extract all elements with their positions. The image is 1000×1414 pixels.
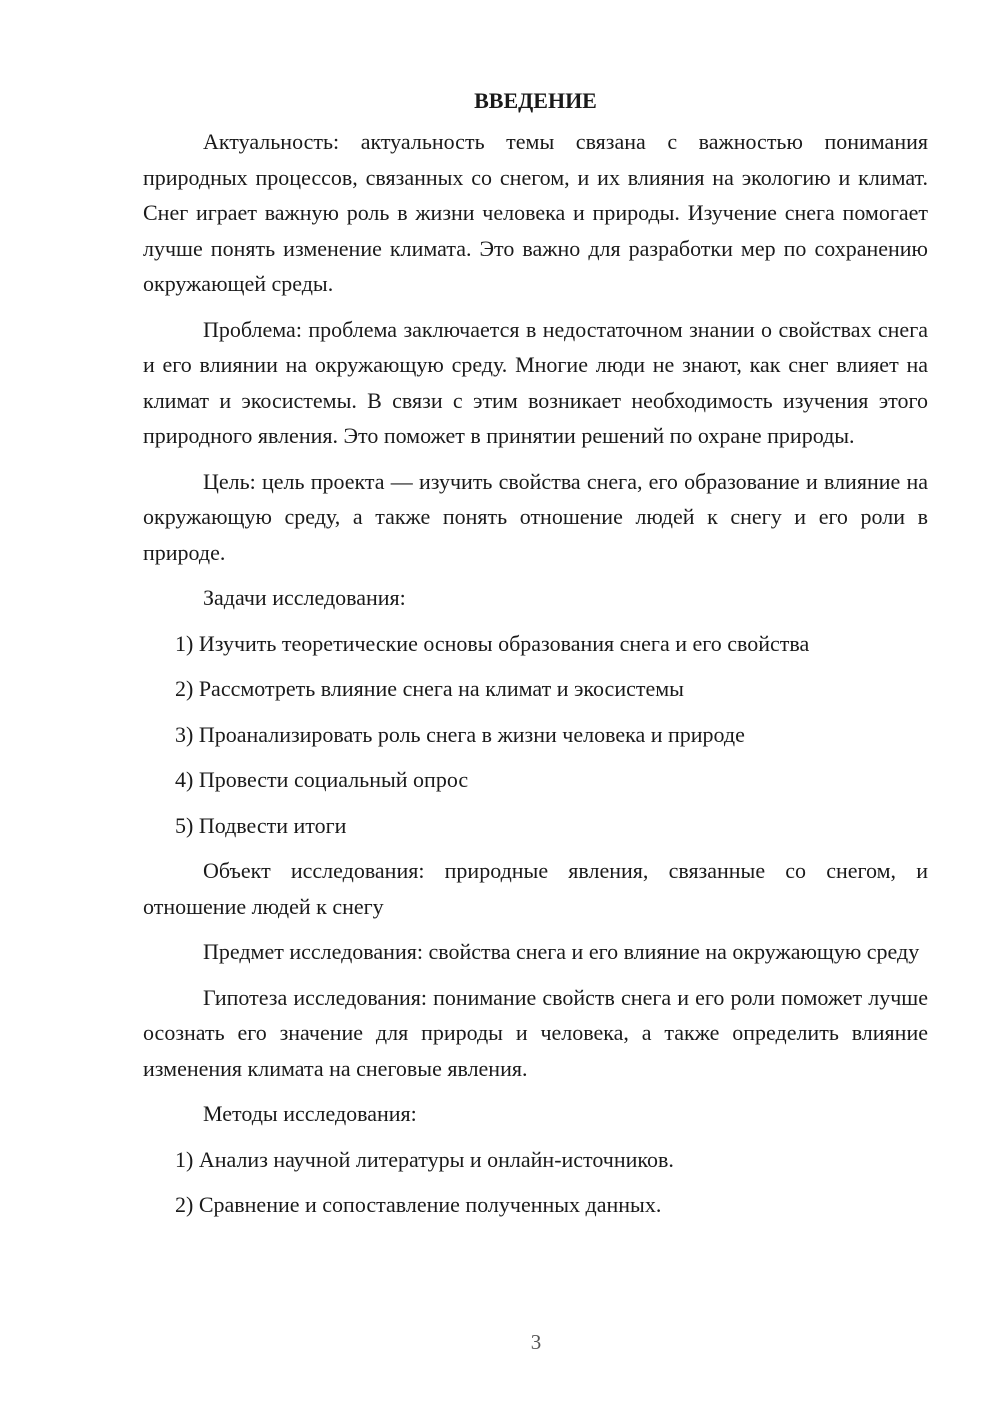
paragraph-problem: Проблема: проблема заключается в недостаточном знании о свойствах снега и его влиянии на окружающую среду. Многие люди не знают, как снег влияет на климат и экосистемы. В связи с этим возникает необходимость изучения этого природного явления. Это поможет в принятии решений по охране природы. [143, 316, 928, 448]
section-title: ВВЕДЕНИЕ [474, 88, 597, 113]
task-item-3: 3) Проанализировать роль снега в жизни человека и природе [175, 721, 745, 747]
paragraph-object: Объект исследования: природные явления, связанные со снегом, и отношение людей к снегу [143, 858, 928, 919]
task-item-5: 5) Подвести итоги [175, 812, 347, 838]
method-item-2: 2) Сравнение и сопоставление полученных данных. [175, 1192, 662, 1217]
document-page [143, 88, 928, 1233]
task-item-1: 1) Изучить теоретические основы образования снега и его свойства [175, 630, 810, 656]
page-number: 3 [530, 1330, 542, 1354]
paragraph-subject: Предмет исследования: свойства снега и его влияние на окружающую среду [203, 939, 920, 964]
methods-heading: Методы исследования: [203, 1101, 417, 1126]
paragraph-hypothesis: Гипотеза исследования: понимание свойств снега и его роли поможет лучше осознать его значение для природы и человека, а также определить влияние изменения климата на снеговые явления. [143, 984, 928, 1081]
task-item-2: 2) Рассмотреть влияние снега на климат и экосистемы [175, 676, 684, 701]
method-item-1: 1) Анализ научной литературы и онлайн-источников. [175, 1146, 674, 1172]
paragraph-relevance: Актуальность: актуальность темы связана с важностью понимания природных процессов, связанных со снегом, и их влияния на экологию и климат. Снег играет важную роль в жизни человека и природы. Изучение снега помогает лучше понять изменение климата. Это важно для разработки мер по сохранению окружающей среды. [143, 129, 928, 296]
paragraph-goal: Цель: цель проекта — изучить свойства снега, его образование и влияние на окружающую среду, а также понять отношение людей к снегу и его роли в природе. [143, 468, 928, 565]
task-item-4: 4) Провести социальный опрос [175, 767, 469, 792]
tasks-heading: Задачи исследования: [203, 585, 406, 610]
